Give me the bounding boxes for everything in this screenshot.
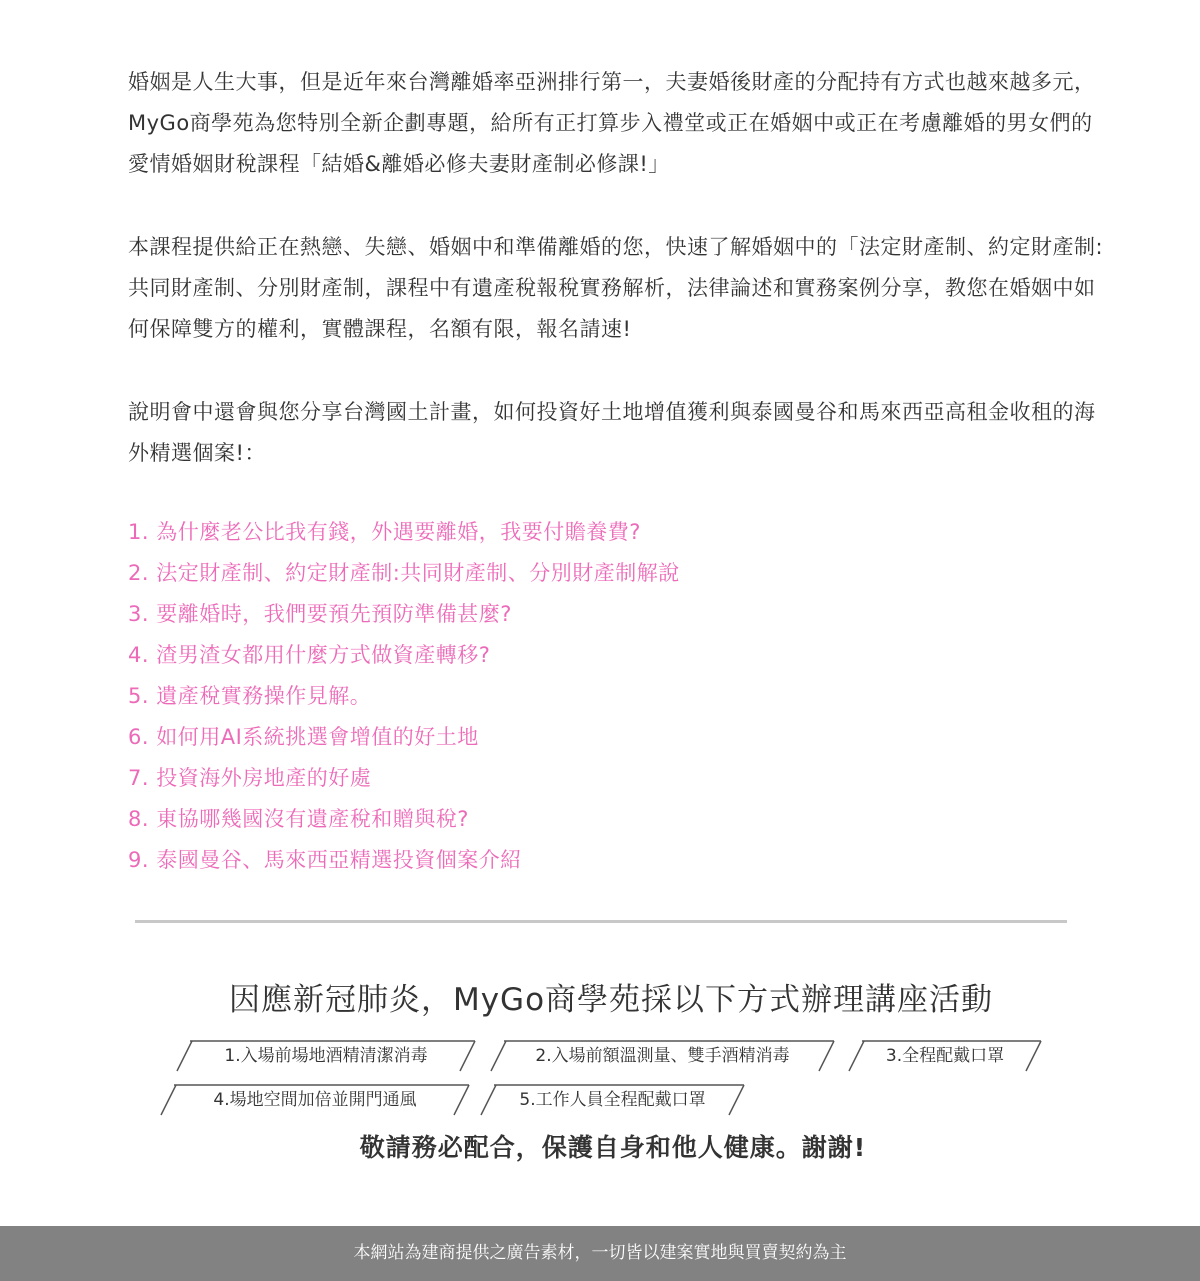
topic-item-2: 2. 法定財產制、約定財產制:共同財產制、分別財產制解說	[128, 561, 680, 585]
intro-section	[128, 62, 1108, 516]
topic-item-3: 3. 要離婚時，我們要預先預防準備甚麼?	[128, 602, 512, 626]
intro-paragraph-1: 婚姻是人生大事，但是近年來台灣離婚率亞洲排行第一，夫妻婚後財產的分配持有方式也越來越多元，MyGo商學苑為您特別全新企劃專題，給所有正打算步入禮堂或正在婚姻中或正在考慮離婚的男女們的愛情婚姻財稅課程「結婚&離婚必修夫妻財產制必修課!」	[128, 70, 1096, 176]
measure-tag-4	[160, 1084, 470, 1116]
covid-title: 因應新冠肺炎，MyGo商學苑採以下方式辦理講座活動	[228, 982, 994, 1018]
closing-message: 敬請務必配合，保護自身和他人健康。謝謝!	[359, 1133, 867, 1162]
section-divider	[135, 920, 1067, 923]
measure-tag-5-label: 5.工作人員全程配戴口罩	[519, 1090, 706, 1110]
measure-tag-2	[490, 1040, 835, 1072]
topic-item-4: 4. 渣男渣女都用什麼方式做資產轉移?	[128, 643, 491, 667]
topic-item-8: 8. 東協哪幾國沒有遺產稅和贈與稅?	[128, 807, 469, 831]
topic-list	[128, 512, 1068, 881]
measure-tag-4-label: 4.場地空間加倍並開門通風	[213, 1090, 417, 1110]
measure-tag-5	[480, 1084, 745, 1116]
measure-tag-2-label: 2.入場前額溫測量、雙手酒精消毒	[535, 1046, 790, 1066]
topic-item-6: 6. 如何用AI系統挑選會增值的好土地	[128, 725, 479, 749]
measure-tag-3	[848, 1040, 1042, 1072]
topic-item-5: 5. 遺產稅實務操作見解。	[128, 684, 372, 708]
topic-item-9: 9. 泰國曼谷、馬來西亞精選投資個案介紹	[128, 848, 522, 872]
measure-tag-3-label: 3.全程配戴口罩	[885, 1046, 1005, 1066]
footer-disclaimer: 本網站為建商提供之廣告素材，一切皆以建案實地與買賣契約為主	[0, 1226, 1200, 1281]
topic-item-7: 7. 投資海外房地產的好處	[128, 766, 372, 790]
topic-item-1: 1. 為什麼老公比我有錢，外遇要離婚，我要付贍養費?	[128, 520, 641, 544]
intro-paragraph-2: 本課程提供給正在熱戀、失戀、婚姻中和準備離婚的您，快速了解婚姻中的「法定財產制、約定財產制:共同財產制、分別財產制，課程中有遺產稅報稅實務解析，法律論述和實務案例分享，教您在婚姻中如何保障雙方的權利，實體課程，名額有限，報名請速!	[128, 235, 1104, 341]
measure-tag-1-label: 1.入場前場地酒精清潔消毒	[224, 1046, 428, 1066]
measure-tag-1	[176, 1040, 476, 1072]
intro-paragraph-3: 說明會中還會與您分享台灣國土計畫，如何投資好土地增值獲利與泰國曼谷和馬來西亞高租金收租的海外精選個案!：	[128, 400, 1096, 465]
